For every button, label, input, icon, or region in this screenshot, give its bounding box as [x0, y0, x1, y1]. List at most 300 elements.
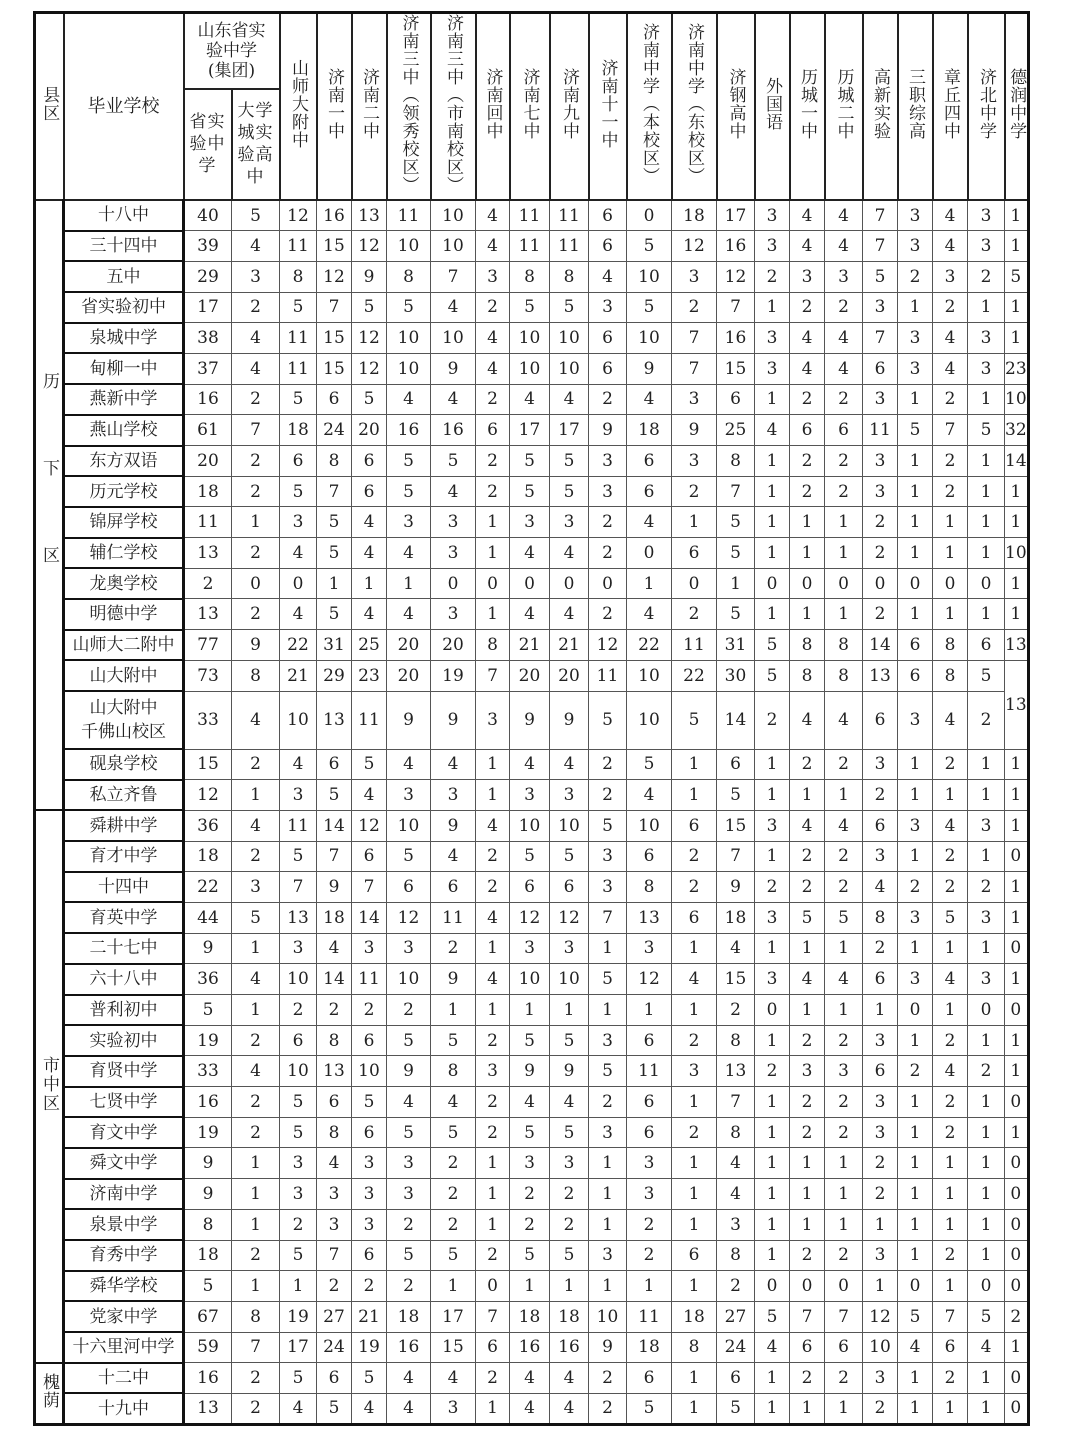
quota-cell: 3: [352, 1179, 387, 1210]
quota-cell: 10: [510, 964, 550, 995]
quota-cell: 11: [280, 810, 317, 841]
column-header: 省实验中学: [184, 89, 232, 200]
quota-cell: 1: [933, 599, 968, 630]
quota-cell: 0: [627, 538, 672, 569]
quota-cell: 4: [280, 538, 317, 569]
quota-cell: 25: [352, 630, 387, 661]
quota-cell: 14: [863, 630, 898, 661]
school-name-cell: 育秀中学: [64, 1240, 184, 1271]
quota-cell: 3: [589, 1240, 627, 1271]
table-row: [35, 384, 1029, 415]
quota-cell: 1: [232, 933, 280, 964]
quota-cell: 1: [968, 1087, 1005, 1118]
quota-cell: 1: [898, 780, 933, 811]
quota-cell: 1: [898, 749, 933, 780]
quota-cell: 8: [717, 1025, 755, 1056]
quota-cell: 1: [550, 995, 589, 1026]
quota-cell: 3: [755, 810, 790, 841]
quota-cell: 1: [898, 1087, 933, 1118]
quota-cell: 3: [863, 292, 898, 323]
quota-cell: 4: [627, 780, 672, 811]
quota-cell: 33: [184, 1056, 232, 1087]
school-name-cell: 育才中学: [64, 841, 184, 872]
quota-cell: 8: [317, 1117, 352, 1148]
quota-cell: 8: [431, 1056, 476, 1087]
quota-cell: 1: [863, 1209, 898, 1240]
quota-cell: 16: [387, 1332, 431, 1363]
quota-cell: 3: [863, 384, 898, 415]
quota-cell: 6: [317, 1363, 352, 1394]
quota-cell: 1: [968, 1025, 1005, 1056]
quota-cell: 4: [790, 231, 825, 262]
quota-cell: 2: [232, 292, 280, 323]
quota-cell: 18: [387, 1301, 431, 1332]
quota-cell: 6: [627, 1087, 672, 1118]
quota-cell: 23: [1005, 353, 1029, 384]
quota-cell: 2: [232, 841, 280, 872]
quota-cell: 3: [968, 902, 1005, 933]
quota-cell: 8: [510, 261, 550, 292]
quota-cell: 6: [589, 323, 627, 354]
quota-cell: 12: [352, 810, 387, 841]
quota-cell: 1: [898, 1148, 933, 1179]
quota-cell: 2: [933, 292, 968, 323]
quota-cell: 1: [476, 780, 510, 811]
quota-cell: 2: [863, 1179, 898, 1210]
quota-cell: 2: [672, 872, 717, 903]
quota-cell: 1: [825, 599, 863, 630]
column-header: 济南二中: [352, 13, 387, 201]
school-name-cell: 二十七中: [64, 933, 184, 964]
quota-cell: 5: [510, 446, 550, 477]
quota-cell: 19: [431, 660, 476, 691]
table-row: [35, 1363, 1029, 1394]
quota-cell: 0: [863, 568, 898, 599]
quota-cell: 8: [232, 1301, 280, 1332]
quota-cell: 1: [968, 1179, 1005, 1210]
quota-cell: 2: [933, 1240, 968, 1271]
quota-cell: 20: [387, 630, 431, 661]
quota-cell: 4: [431, 1087, 476, 1118]
quota-cell: 4: [352, 599, 387, 630]
school-name-cell: 十四中: [64, 872, 184, 903]
quota-cell: 18: [317, 902, 352, 933]
quota-cell: 3: [825, 261, 863, 292]
quota-cell: 1: [232, 507, 280, 538]
table-row: [35, 1301, 1029, 1332]
quota-cell: 13: [184, 1393, 232, 1424]
quota-cell: 4: [825, 231, 863, 262]
quota-cell: 0: [1005, 1148, 1029, 1179]
quota-cell: 1: [672, 1209, 717, 1240]
quota-cell: 3: [352, 1148, 387, 1179]
school-name-cell: 山大附中: [64, 660, 184, 691]
quota-cell: 7: [280, 872, 317, 903]
quota-cell: 1: [1005, 810, 1029, 841]
quota-cell: 3: [589, 476, 627, 507]
quota-cell: 2: [672, 292, 717, 323]
quota-cell: 10: [627, 810, 672, 841]
quota-cell: 4: [933, 964, 968, 995]
quota-cell: 12: [352, 231, 387, 262]
quota-cell: 2: [550, 1179, 589, 1210]
quota-cell: 73: [184, 660, 232, 691]
quota-cell: 3: [627, 933, 672, 964]
quota-cell: 1: [1005, 323, 1029, 354]
quota-cell: 6: [790, 415, 825, 446]
quota-cell: 1: [790, 538, 825, 569]
quota-cell: 1: [589, 1271, 627, 1302]
quota-cell: 2: [232, 538, 280, 569]
quota-cell: 13: [627, 902, 672, 933]
school-name-cell: 育贤中学: [64, 1056, 184, 1087]
quota-cell: 4: [510, 1393, 550, 1424]
quota-cell: 6: [280, 1025, 317, 1056]
quota-cell: 1: [1005, 872, 1029, 903]
quota-cell: 1: [863, 1271, 898, 1302]
quota-cell: 3: [280, 507, 317, 538]
quota-cell: 8: [672, 1332, 717, 1363]
quota-cell: 2: [790, 384, 825, 415]
school-name-cell: 实验初中: [64, 1025, 184, 1056]
quota-cell: 29: [184, 261, 232, 292]
quota-cell: 0: [1005, 1087, 1029, 1118]
school-name-cell: 龙奥学校: [64, 568, 184, 599]
quota-cell: 31: [717, 630, 755, 661]
quota-cell: 6: [317, 384, 352, 415]
quota-cell: 3: [589, 872, 627, 903]
quota-cell: 16: [510, 1332, 550, 1363]
quota-cell: 6: [317, 749, 352, 780]
quota-cell: 7: [232, 415, 280, 446]
quota-cell: 9: [510, 691, 550, 749]
quota-cell: 2: [790, 446, 825, 477]
quota-cell: 0: [232, 568, 280, 599]
quota-cell: 5: [352, 384, 387, 415]
table-row: [35, 1148, 1029, 1179]
quota-cell: 18: [627, 1332, 672, 1363]
quota-cell: 0: [280, 568, 317, 599]
quota-cell: 1: [589, 1209, 627, 1240]
quota-cell: 2: [790, 749, 825, 780]
quota-cell: 6: [627, 1117, 672, 1148]
quota-cell: 6: [550, 872, 589, 903]
quota-cell: 1: [898, 1209, 933, 1240]
quota-cell: 3: [431, 507, 476, 538]
quota-cell: 16: [431, 415, 476, 446]
quota-cell: 4: [672, 964, 717, 995]
quota-cell: 4: [476, 902, 510, 933]
quota-cell: 4: [387, 599, 431, 630]
quota-cell: 5: [431, 1117, 476, 1148]
quota-cell: 4: [825, 964, 863, 995]
quota-cell: 2: [968, 261, 1005, 292]
quota-cell: 25: [717, 415, 755, 446]
quota-cell: 27: [317, 1301, 352, 1332]
quota-cell: 1: [1005, 1117, 1029, 1148]
quota-cell: 1: [627, 995, 672, 1026]
quota-cell: 3: [898, 964, 933, 995]
quota-cell: 6: [431, 872, 476, 903]
quota-cell: 4: [933, 691, 968, 749]
quota-cell: 3: [431, 599, 476, 630]
column-header: 历城一中: [790, 13, 825, 201]
quota-cell: 4: [431, 1363, 476, 1394]
quota-cell: 3: [550, 1148, 589, 1179]
quota-cell: 3: [968, 200, 1005, 231]
quota-cell: 7: [476, 660, 510, 691]
quota-cell: 2: [476, 476, 510, 507]
quota-cell: 10: [387, 810, 431, 841]
quota-cell: 1: [898, 1363, 933, 1394]
quota-cell: 2: [717, 995, 755, 1026]
column-header: 章丘四中: [933, 13, 968, 201]
quota-cell: 1: [755, 538, 790, 569]
quota-cell: 1: [933, 538, 968, 569]
quota-cell: 1: [627, 1271, 672, 1302]
quota-cell: 2: [476, 1087, 510, 1118]
school-name-cell: 私立齐鲁: [64, 780, 184, 811]
quota-cell: 1: [898, 1117, 933, 1148]
quota-cell: 1: [476, 599, 510, 630]
quota-cell: 17: [431, 1301, 476, 1332]
quota-cell: 0: [898, 568, 933, 599]
quota-cell: 5: [933, 902, 968, 933]
quota-cell: 4: [790, 200, 825, 231]
quota-cell: 1: [717, 568, 755, 599]
quota-cell: 1: [755, 1148, 790, 1179]
quota-cell: 4: [550, 538, 589, 569]
table-row: [35, 902, 1029, 933]
quota-cell: 7: [672, 353, 717, 384]
quota-cell: 3: [387, 780, 431, 811]
quota-cell: 1: [825, 1179, 863, 1210]
quota-cell: 14: [317, 964, 352, 995]
table-row: [35, 660, 1029, 691]
table-row: [35, 691, 1029, 749]
quota-cell: 4: [232, 964, 280, 995]
quota-cell: 4: [755, 415, 790, 446]
quota-cell: 10: [510, 810, 550, 841]
quota-cell: 5: [755, 1301, 790, 1332]
quota-cell: 7: [672, 323, 717, 354]
quota-cell: 10: [387, 323, 431, 354]
quota-cell: 5: [510, 1240, 550, 1271]
school-name-cell: 东方双语: [64, 446, 184, 477]
quota-cell: 2: [933, 1087, 968, 1118]
quota-cell: 3: [898, 353, 933, 384]
quota-cell: 2: [232, 476, 280, 507]
quota-cell: 2: [672, 841, 717, 872]
quota-cell: 4: [933, 1056, 968, 1087]
quota-cell: 18: [627, 415, 672, 446]
quota-cell: 1: [968, 841, 1005, 872]
quota-cell: 5: [717, 1393, 755, 1424]
quota-cell: 6: [863, 810, 898, 841]
quota-cell: 4: [550, 1087, 589, 1118]
quota-cell: 1: [755, 292, 790, 323]
quota-cell: 2: [280, 1209, 317, 1240]
quota-cell: 5: [510, 1025, 550, 1056]
quota-cell: 5: [387, 1240, 431, 1271]
quota-cell: 4: [825, 200, 863, 231]
quota-cell: 13: [184, 538, 232, 569]
quota-cell: 4: [933, 323, 968, 354]
quota-cell: 3: [863, 1363, 898, 1394]
quota-cell: 2: [933, 446, 968, 477]
quota-cell: 9: [387, 691, 431, 749]
quota-cell: 4: [968, 1332, 1005, 1363]
table-row: [35, 292, 1029, 323]
school-name-cell: 舜华学校: [64, 1271, 184, 1302]
quota-cell: 3: [672, 384, 717, 415]
quota-cell: 2: [898, 872, 933, 903]
quota-cell: 3: [790, 261, 825, 292]
quota-cell: 7: [790, 1301, 825, 1332]
quota-cell: 3: [431, 538, 476, 569]
table-row: [35, 841, 1029, 872]
quota-cell: 3: [510, 507, 550, 538]
quota-cell: 16: [184, 1363, 232, 1394]
quota-cell: 1: [790, 599, 825, 630]
quota-cell: 8: [387, 261, 431, 292]
quota-cell: 2: [476, 1240, 510, 1271]
quota-cell: 11: [280, 231, 317, 262]
quota-cell: 3: [863, 1240, 898, 1271]
quota-cell: 18: [510, 1301, 550, 1332]
quota-cell: 11: [550, 231, 589, 262]
quota-cell: 16: [550, 1332, 589, 1363]
quota-cell: 17: [510, 415, 550, 446]
column-header: 济南九中: [550, 13, 589, 201]
quota-cell: 2: [232, 1025, 280, 1056]
quota-cell: 13: [352, 200, 387, 231]
quota-cell: 2: [672, 1025, 717, 1056]
quota-cell: 3: [933, 261, 968, 292]
quota-cell: 1: [933, 1148, 968, 1179]
quota-cell: 9: [627, 353, 672, 384]
quota-cell: 1: [968, 538, 1005, 569]
quota-cell: 0: [825, 568, 863, 599]
quota-cell: 1: [755, 780, 790, 811]
district-header: 县区: [35, 13, 64, 201]
quota-cell: 2: [863, 599, 898, 630]
quota-cell: 14: [317, 810, 352, 841]
quota-cell: 3: [968, 810, 1005, 841]
quota-cell: 8: [184, 1209, 232, 1240]
quota-cell: 2: [825, 1240, 863, 1271]
quota-cell: 7: [863, 323, 898, 354]
quota-cell: 6: [627, 476, 672, 507]
quota-cell: 3: [550, 933, 589, 964]
quota-cell: 1: [672, 995, 717, 1026]
quota-cell: 2: [790, 1240, 825, 1271]
quota-cell: 6: [672, 1240, 717, 1271]
quota-cell: 9: [184, 933, 232, 964]
school-name-cell: 辅仁学校: [64, 538, 184, 569]
quota-cell: 38: [184, 323, 232, 354]
quota-cell: 10: [431, 231, 476, 262]
quota-cell: 4: [280, 749, 317, 780]
quota-cell: 4: [933, 200, 968, 231]
quota-cell: 5: [550, 1117, 589, 1148]
quota-cell: 7: [863, 231, 898, 262]
quota-cell: 22: [672, 660, 717, 691]
quota-cell: 2: [232, 749, 280, 780]
quota-cell: 1: [476, 507, 510, 538]
quota-cell: 3: [510, 933, 550, 964]
quota-cell: 0: [1005, 1209, 1029, 1240]
quota-cell: 3: [863, 749, 898, 780]
table-row: [35, 1240, 1029, 1271]
district-cell: 历下区: [35, 200, 64, 810]
quota-cell: 1: [968, 292, 1005, 323]
quota-cell: 4: [352, 780, 387, 811]
quota-cell: 1: [672, 749, 717, 780]
quota-cell: 10: [280, 691, 317, 749]
quota-cell: 18: [717, 902, 755, 933]
quota-cell: 12: [717, 261, 755, 292]
quota-cell: 8: [317, 1025, 352, 1056]
quota-cell: 5: [627, 292, 672, 323]
table-row: [35, 1117, 1029, 1148]
quota-cell: 6: [863, 1056, 898, 1087]
quota-cell: 13: [184, 599, 232, 630]
quota-cell: 1: [825, 995, 863, 1026]
quota-cell: 1: [352, 568, 387, 599]
school-name-cell: 历元学校: [64, 476, 184, 507]
quota-cell: 8: [933, 630, 968, 661]
quota-cell: 2: [755, 691, 790, 749]
quota-cell: 2: [589, 780, 627, 811]
school-name-cell: 燕山学校: [64, 415, 184, 446]
quota-cell: 2: [825, 1025, 863, 1056]
quota-cell: 0: [1005, 1363, 1029, 1394]
quota-cell: 5: [352, 749, 387, 780]
quota-cell: 2: [317, 1271, 352, 1302]
quota-cell: 1: [476, 995, 510, 1026]
quota-cell: 5: [717, 507, 755, 538]
quota-cell: 4: [550, 384, 589, 415]
quota-cell: 4: [825, 323, 863, 354]
quota-cell: 1: [672, 507, 717, 538]
quota-cell: 7: [717, 841, 755, 872]
quota-cell: 20: [184, 446, 232, 477]
quota-cell: 33: [184, 691, 232, 749]
quota-cell: 24: [317, 1332, 352, 1363]
table-row: [35, 415, 1029, 446]
quota-cell: 3: [387, 1179, 431, 1210]
quota-cell: 1: [933, 1179, 968, 1210]
quota-cell: 0: [1005, 995, 1029, 1026]
quota-cell: 19: [352, 1332, 387, 1363]
quota-cell: 3: [898, 231, 933, 262]
quota-cell: 2: [476, 292, 510, 323]
quota-cell: 5: [589, 691, 627, 749]
quota-cell: 2: [317, 995, 352, 1026]
quota-cell: 5: [898, 415, 933, 446]
quota-cell: 4: [790, 810, 825, 841]
quota-cell: 2: [589, 1087, 627, 1118]
quota-cell: 1: [1005, 1056, 1029, 1087]
quota-cell: 4: [510, 749, 550, 780]
quota-cell: 3: [280, 933, 317, 964]
quota-cell: 5: [431, 1240, 476, 1271]
quota-cell: 6: [863, 353, 898, 384]
quota-cell: 2: [672, 476, 717, 507]
quota-cell: 2: [933, 872, 968, 903]
quota-cell: 4: [232, 810, 280, 841]
